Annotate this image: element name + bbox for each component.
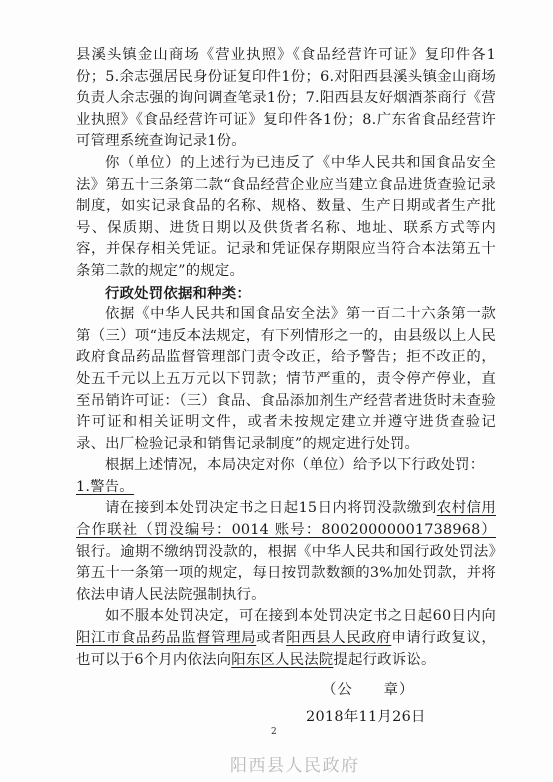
appeal-agency: 阳江市食品药品监督管理局 bbox=[76, 630, 257, 647]
payment-text-after: 银行。逾期不缴纳罚没款的，根据《中华人民共和国行政处罚法》第五十一条第一项的规定，每日按罚款数额的3%加处罚款，并将依法申请人民法院强制执行。 bbox=[76, 543, 496, 603]
penalty-item bbox=[76, 477, 496, 499]
appeal-text-mid: 或者 bbox=[256, 630, 287, 647]
official-seal: （公 章） bbox=[322, 682, 415, 698]
appeal-court: 阳东区人民法院 bbox=[231, 651, 334, 668]
document-date: 2018年11月26日 bbox=[306, 709, 426, 725]
penalty-basis-heading: 行政处罚依据和种类： bbox=[105, 284, 251, 302]
payment-text-before: 请在接到本处罚决定书之日起15日内将罚没款缴到 bbox=[105, 500, 437, 517]
appeal-government: 阳西县人民政府 bbox=[286, 630, 392, 647]
penalty-item-text: 1.警告。 bbox=[76, 478, 134, 495]
appeal-text-before: 如不服本处罚决定，可在接到本处罚决定书之日起60日内向 bbox=[105, 608, 496, 625]
payment-account: 农村信用合作联社（罚没编号：0014 账号：80020000001738968） bbox=[76, 500, 496, 539]
payment-paragraph bbox=[76, 498, 496, 606]
appeal-paragraph bbox=[76, 606, 496, 671]
evidence-list-continued: 县溪头镇金山商场《营业执照》《食品经营许可证》复印件各1份；5.余志强居民身份证复印件1份；6.对阳西县溪头镇金山商场负责人余志强的询问调查笔录1份；7.阳西县友好烟酒茶商行《营业执照》《食品经营许可证》复印件各1份；8.广东省食品经营许可管理系统查询记录1份。 bbox=[76, 47, 496, 150]
appeal-text-mid2: 申请行政复议，也可以于6个月内依法向 bbox=[76, 630, 496, 668]
document-body bbox=[76, 45, 496, 671]
violation-paragraph: 你（单位）的上述行为已违反了《中华人民共和国食品安全法》第五十三条第二款“食品经营企业应当建立食品进货查验记录制度，如实记录食品的名称、规格、数量、生产日期或者生产批号、保质期、进货日期以及供货者名称、地址、联系方式等内容，并保存相关凭证。记录和凭证保存期限应当符合本法第五十条第二款的规定”的规定。 bbox=[76, 154, 496, 279]
penalty-basis-paragraph: 依据《中华人民共和国食品安全法》第一百二十六条第一款第（三）项“违反本法规定，有下列情形之一的，由县级以上人民政府食品药品监督管理部门责令改正，给予警告；拒不改正的，处五千元以上五万元以下罚款；情节严重的，责令停产停业，直至吊销许可证：（三）食品、食品添加剂生产经营者进货时未查验许可证和相关证明文件，或者未按规定建立并遵守进货查验记录、出厂检验记录和销售记录制度”的规定进行处罚。 bbox=[76, 306, 496, 452]
appeal-text-after: 提起行政诉讼。 bbox=[333, 651, 436, 668]
decision-paragraph: 根据上述情况，本局决定对你（单位）给予以下行政处罚： bbox=[105, 457, 485, 474]
watermark: 阳西县人民政府 bbox=[230, 756, 360, 776]
page-number: 2 bbox=[271, 727, 277, 737]
